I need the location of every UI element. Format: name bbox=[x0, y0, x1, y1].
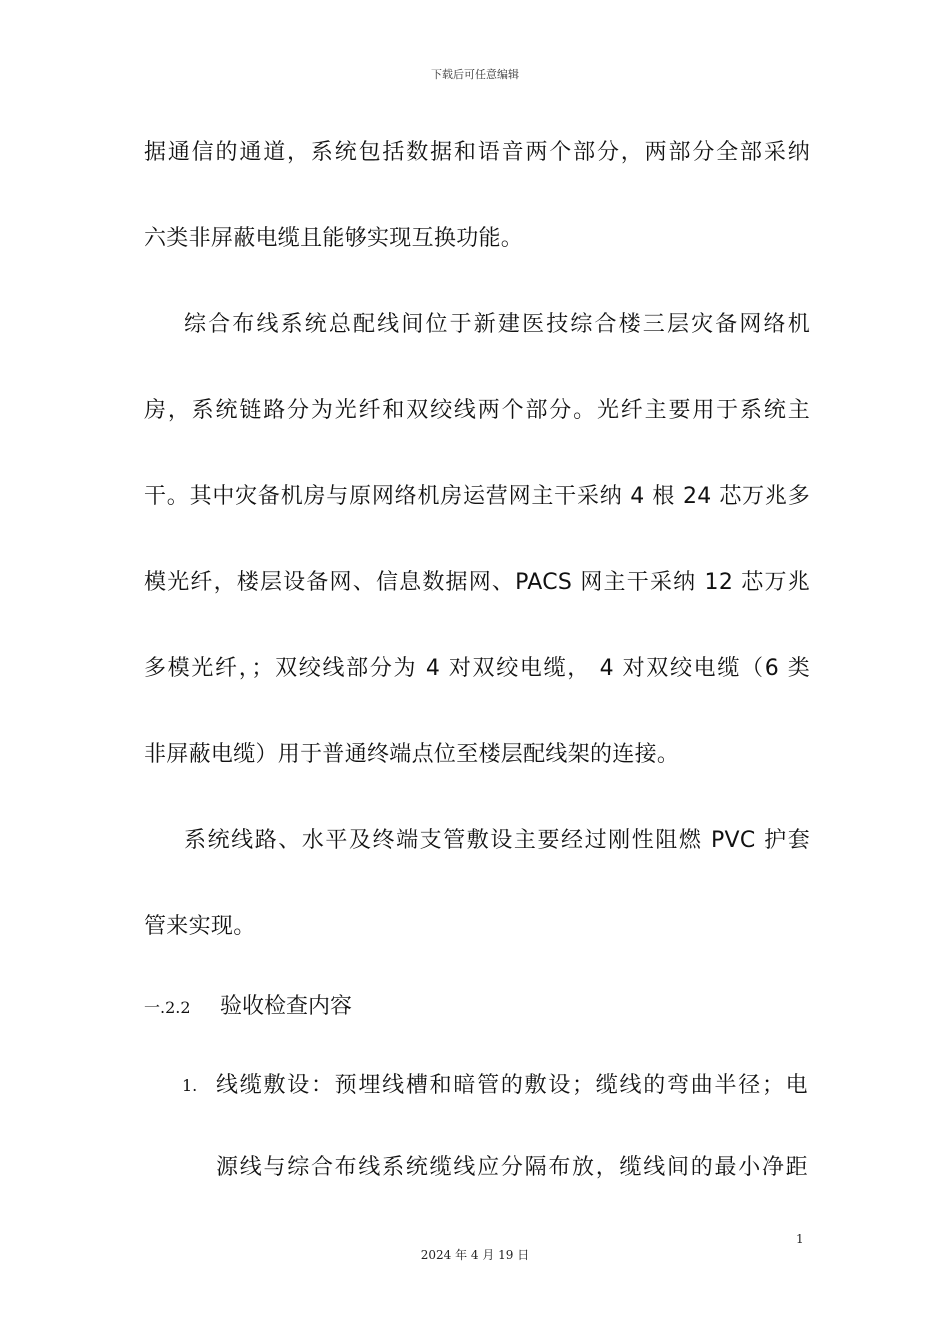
paragraph-line: 系统线路、水平及终端支管敷设主要经过刚性阻燃 PVC 护套 bbox=[184, 828, 810, 853]
list-item-line: 源线与综合布线系统缆线应分隔布放，缆线间的最小净距 bbox=[216, 1155, 808, 1180]
paragraph-line: 管来实现。 bbox=[144, 914, 256, 939]
paragraph-line: 据通信的通道，系统包括数据和语音两个部分，两部分全部采纳 bbox=[144, 140, 810, 165]
paragraph-line: 六类非屏蔽电缆且能够实现互换功能。 bbox=[144, 226, 524, 251]
paragraph-line: 模光纤，楼层设备网、信息数据网、PACS 网主干采纳 12 芯万兆 bbox=[144, 570, 810, 595]
page-number: 1 bbox=[796, 1232, 804, 1246]
page-footer-date: 2024 年 4 月 19 日 bbox=[420, 1248, 530, 1262]
paragraph-line: 多模光纤，；双绞线部分为 4 对双绞电缆， 4 对双绞电缆（6 类 bbox=[144, 656, 810, 681]
paragraph-line: 干。其中灾备机房与原网络机房运营网主干采纳 4 根 24 芯万兆多 bbox=[144, 484, 810, 509]
page-header: 下载后可任意编辑 bbox=[431, 68, 519, 81]
list-item-line: 线缆敷设：预埋线槽和暗管的敷设；缆线的弯曲半径；电 bbox=[216, 1073, 808, 1098]
paragraph-line: 非屏蔽电缆）用于普通终端点位至楼层配线架的连接。 bbox=[144, 742, 680, 767]
list-item-number: 1. bbox=[182, 1076, 198, 1095]
paragraph-line: 综合布线系统总配线间位于新建医技综合楼三层灾备网络机 bbox=[184, 312, 810, 337]
section-title: 验收检查内容 bbox=[220, 994, 353, 1019]
section-number: 一.2.2 bbox=[144, 998, 191, 1017]
paragraph-line: 房，系统链路分为光纤和双绞线两个部分。光纤主要用于系统主 bbox=[144, 398, 810, 423]
section-heading bbox=[144, 992, 352, 1023]
